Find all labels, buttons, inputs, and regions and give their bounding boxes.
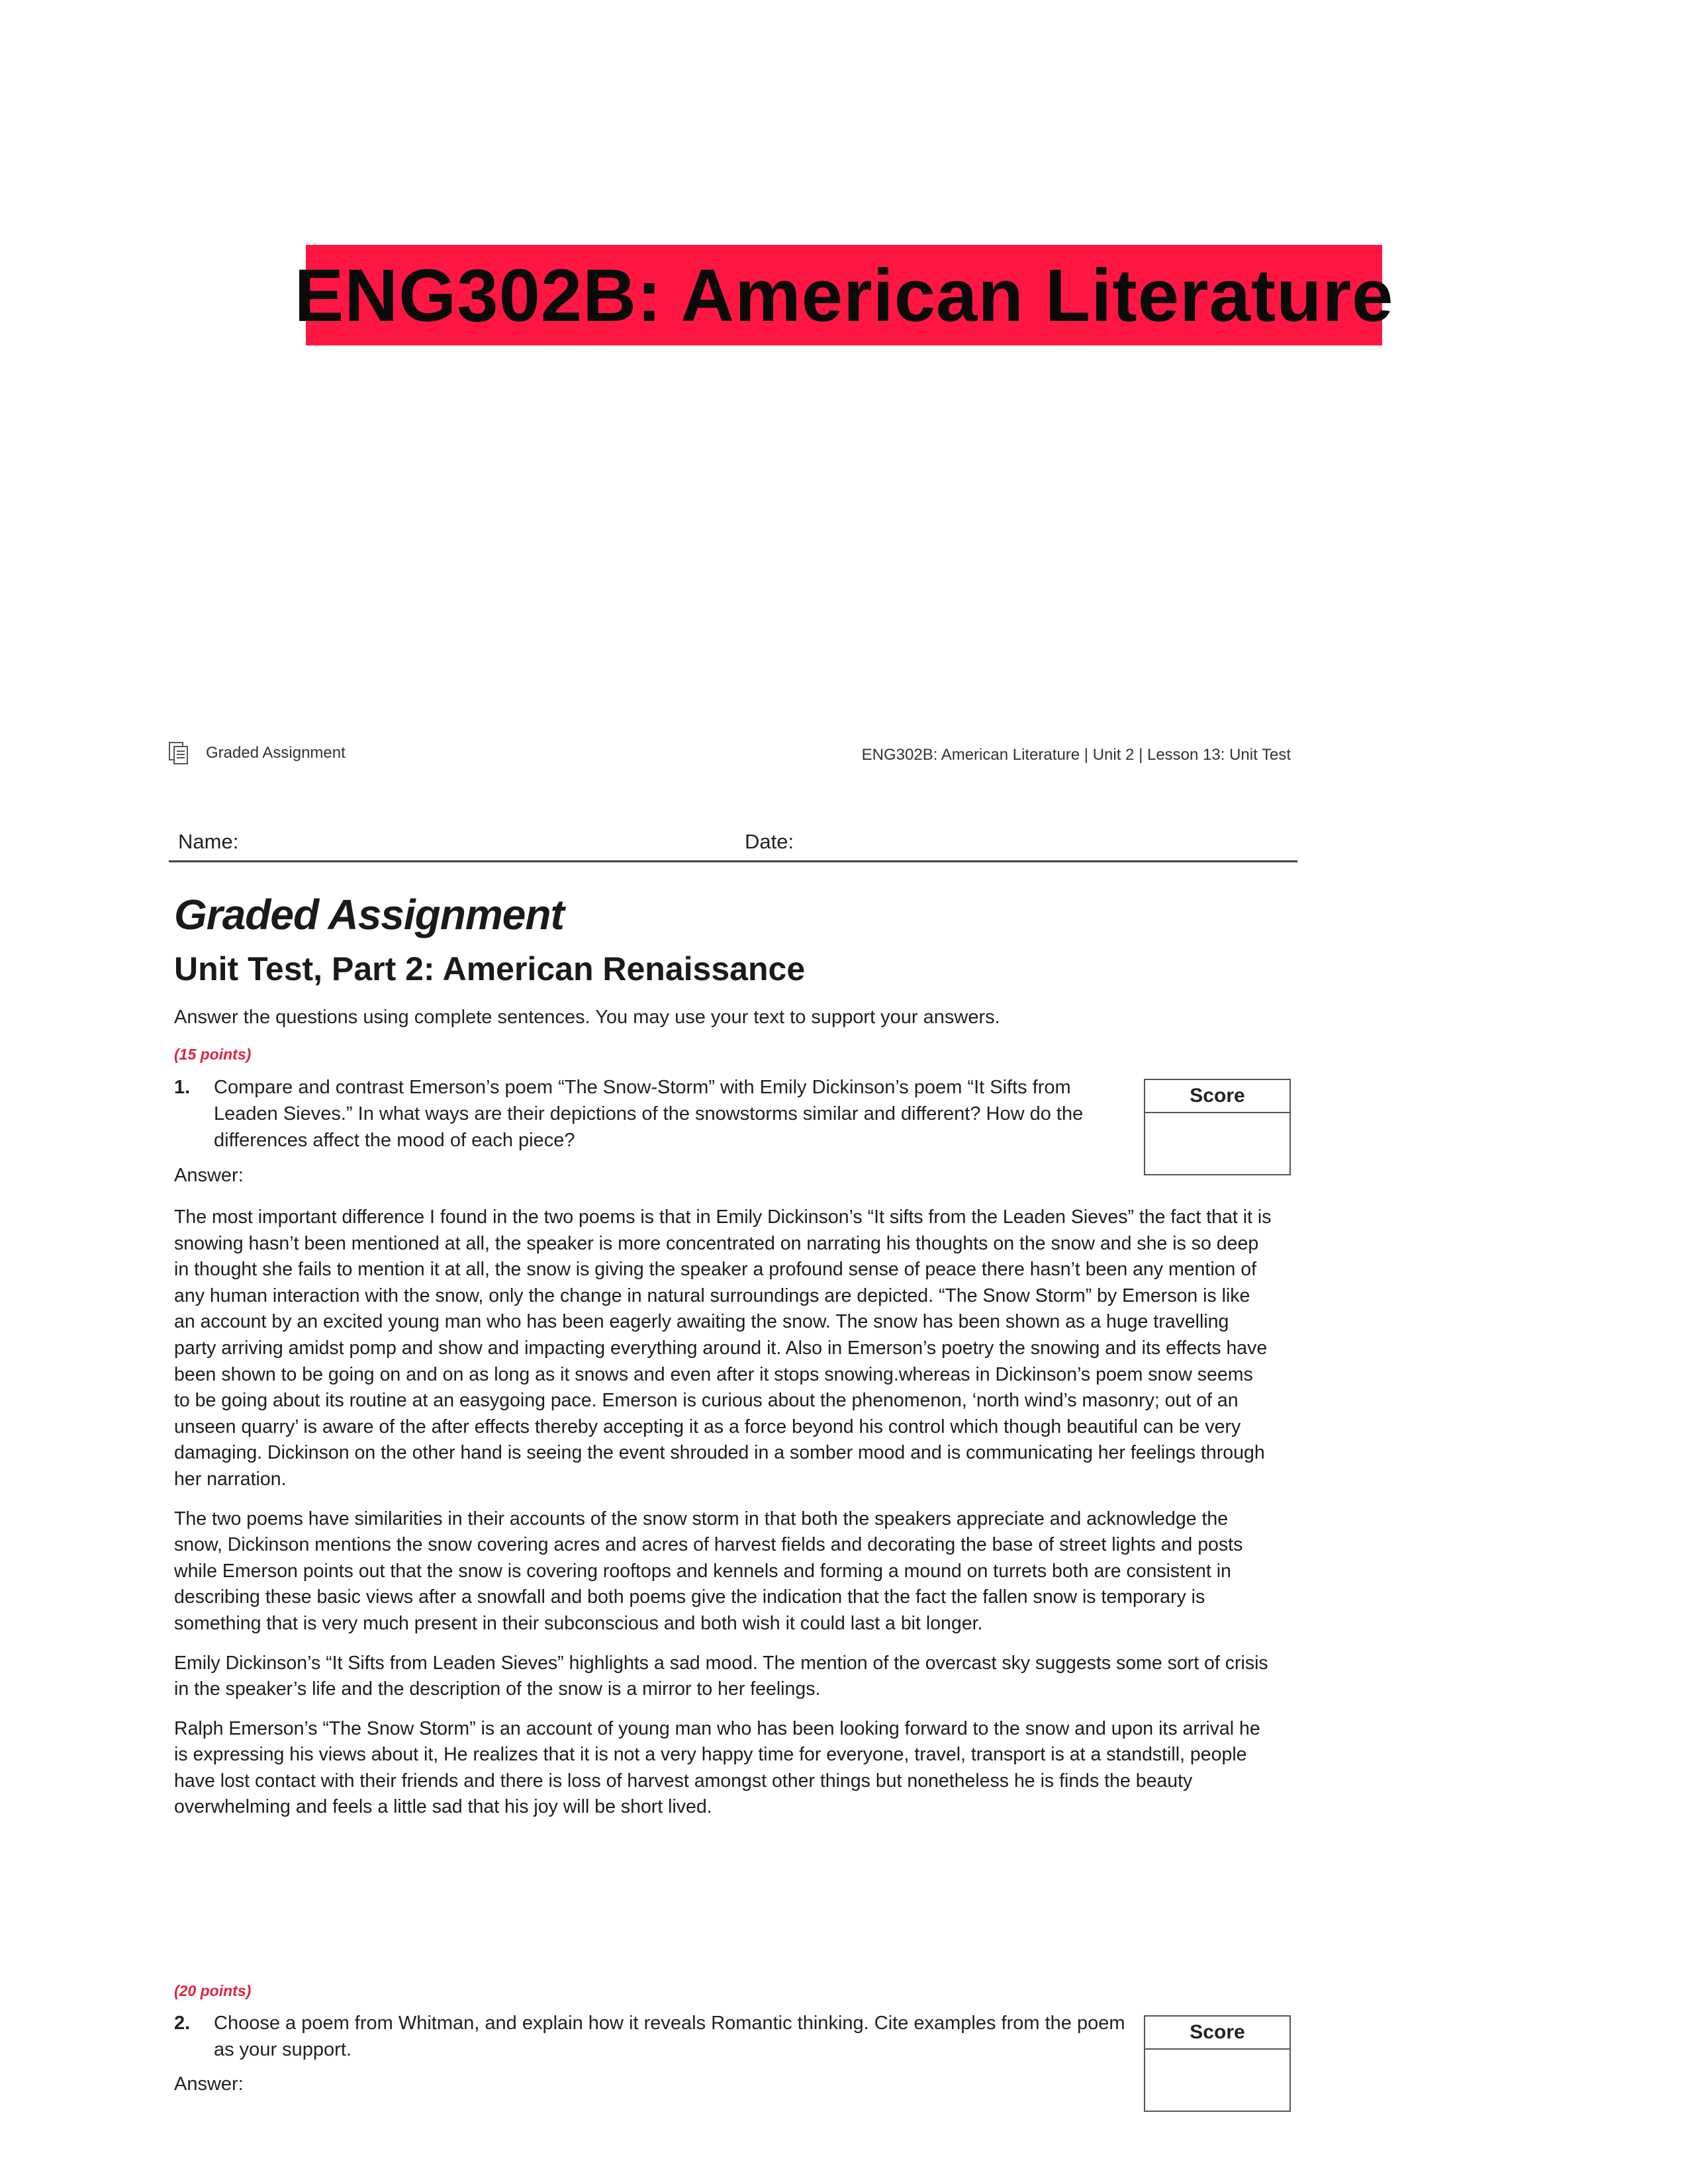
- question-1-points: (15 points): [174, 1046, 252, 1063]
- question-1: [174, 1074, 1127, 1154]
- question-2-score-box[interactable]: [1144, 2015, 1291, 2112]
- running-header-left-text: Graded Assignment: [206, 744, 346, 762]
- score-label: Score: [1145, 1080, 1289, 1113]
- question-1-number: 1.: [174, 1077, 191, 1098]
- question-2-points: (20 points): [174, 1982, 252, 1999]
- answer-paragraph: Ralph Emerson’s “The Snow Storm” is an account of young man who has been looking forward to the snow and upon its arrival he is expressing his views about it, He realizes that it is not a very happy time for everyone, travel, transport is at a standstill, people have lost contact with their friends and there is loss of harvest amongst other things but nonetheless he is finds the beauty overwhelming and feels a little sad that his joy will be short lived.: [174, 1717, 1260, 1818]
- answer-paragraph: The two poems have similarities in their accounts of the snow storm in that both the speakers appreciate and acknowledge the snow, Dickinson mentions the snow covering acres and acres of harvest fields and decorating the base of street lights and posts while Emerson points out that the snow is covering rooftops and kennels and forming a mound on turrets both are consistent in describing these basic views after a snowfall and both poems give the indication that the fact the fallen snow is temporary is something that is very much present in their subconscious and both wish it could last a bit longer.: [174, 1508, 1243, 1634]
- name-label: Name:: [178, 830, 239, 853]
- instructions: Answer the questions using complete sentences. You may use your text to support your answers.: [174, 1007, 1000, 1028]
- question-2-number: 2.: [174, 2013, 191, 2034]
- banner-title: ENG302B: American Literature: [294, 253, 1394, 337]
- answer-paragraph: The most important difference I found in the two poems is that in Emily Dickinson’s “It sifts from the Leaden Sieves” the fact that it is snowing hasn’t been mentioned at all, the speaker is more concentrated on narrating his thoughts on the snow and she is so deep in thought she fails to mention it at all, the snow is giving the speaker a profound sense of peace there hasn’t been any mention of any human interaction with the snow, only the change in natural surroundings are depicted. “The Snow Storm” by Emerson is like an account by an excited young man who has been eagerly awaiting the snow. The snow has been shown as a huge travelling party arriving amidst pomp and show and impacting everything around it. Also in Emerson’s poetry the snowing and its effects have been shown to be going on and on as long as it snows and even after it stops snowing.whereas in Dickinson’s poem snow seems to be going about its routine at an easygoing pace. Emerson is curious about the phenomenon, ‘north wind’s masonry; out of an unseen quarry’ is aware of the after effects thereby accepting it as a force beyond his control which though beautiful can be very damaging. Dickinson on the other hand is seeing the event shrouded in a somber mood and is communicating her feelings through her narration.: [174, 1206, 1272, 1490]
- running-header-left: [169, 742, 346, 764]
- page-title: Graded Assignment: [174, 891, 564, 938]
- running-header-right: ENG302B: American Literature | Unit 2 | Lesson 13: Unit Test: [861, 746, 1291, 764]
- document-icon: [169, 742, 189, 764]
- title-banner: [294, 245, 1394, 345]
- running-header: [169, 738, 1297, 771]
- question-2-answer-label: Answer:: [174, 2073, 244, 2095]
- question-1-score-box[interactable]: [1144, 1079, 1291, 1175]
- page-subtitle: Unit Test, Part 2: American Renaissance: [174, 950, 806, 987]
- question-1-text: Compare and contrast Emerson’s poem “The Snow-Storm” with Emily Dickinson’s poem “It Sifts from Leaden Sieves.” In what ways are their depictions of the snowstorms similar and different? How do the differences affect the mood of each piece?: [214, 1077, 1084, 1151]
- answer-paragraph: Emily Dickinson’s “It Sifts from Leaden Sieves” highlights a sad mood. The mention of the overcast sky suggests some sort of crisis in the speaker’s life and the description of the snow is a mirror to her feelings.: [174, 1652, 1268, 1700]
- question-1-answer: [174, 1205, 1273, 1834]
- date-label: Date:: [745, 830, 794, 853]
- question-2: [174, 2010, 1127, 2063]
- question-2-text: Choose a poem from Whitman, and explain how it reveals Romantic thinking. Cite examples from the poem as your support.: [214, 2013, 1125, 2060]
- question-1-answer-label: Answer:: [174, 1165, 244, 1186]
- name-date-line: [169, 827, 1297, 862]
- score-label: Score: [1145, 2017, 1289, 2050]
- document-page: [169, 738, 1297, 2095]
